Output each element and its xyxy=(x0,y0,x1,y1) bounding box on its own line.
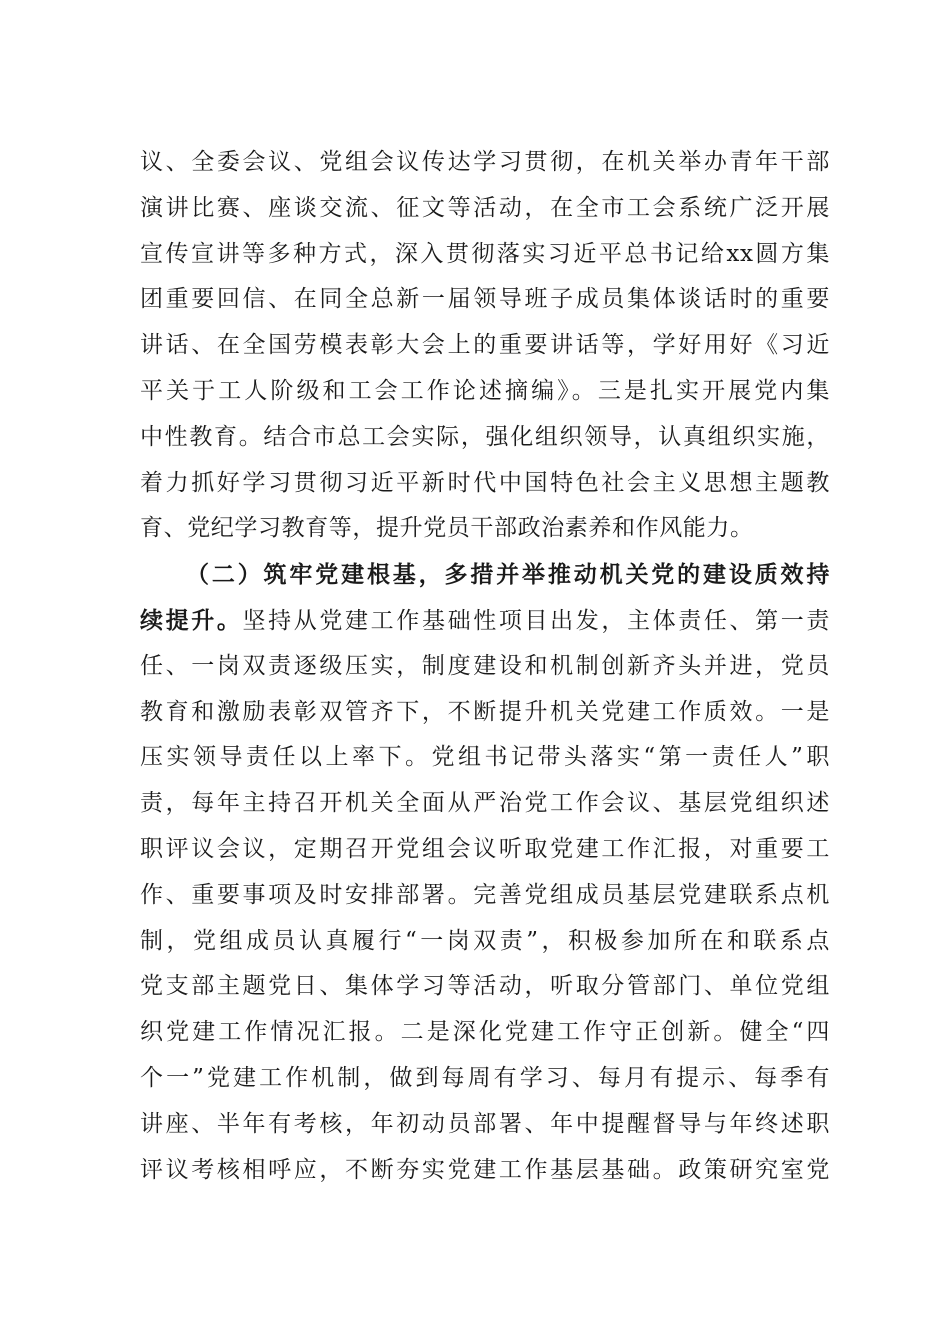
text-line: 平关于工人阶级和工会工作论述摘编》。三是扎实开展党内集 xyxy=(140,377,830,404)
section-heading-end: 续提升。 xyxy=(140,606,243,634)
text-line: 制，党组成员认真履行“一岗双责”，积极参加所在和联系点 xyxy=(140,927,830,954)
section-heading: （二）筑牢党建根基，多措并举推动机关党的建设质效持 xyxy=(186,561,830,589)
text-line xyxy=(140,598,830,644)
text-line: 作、重要事项及时安排部署。完善党组成员基层党建联系点机 xyxy=(140,881,830,908)
paragraph-1 xyxy=(140,140,830,552)
text-line: 讲话、在全国劳模表彰大会上的重要讲话等，学好用好《习近 xyxy=(140,332,830,359)
text-line: 中性教育。结合市总工会实际，强化组织领导，认真组织实施， xyxy=(140,423,830,450)
text-line: 教育和激励表彰双管齐下，不断提升机关党建工作质效。一是 xyxy=(140,698,830,725)
text-line: 压实领导责任以上率下。党组书记带头落实“第一责任人”职 xyxy=(140,744,830,771)
text-line: 讲座、半年有考核，年初动员部署、年中提醒督导与年终述职 xyxy=(140,1110,830,1137)
text-line: 织党建工作情况汇报。二是深化党建工作守正创新。健全“四 xyxy=(140,1019,830,1046)
text-line: 团重要回信、在同全总新一届领导班子成员集体谈话时的重要 xyxy=(140,286,830,313)
paragraph-2 xyxy=(140,552,830,1193)
text-line: 党支部主题党日、集体学习等活动，听取分管部门、单位党组 xyxy=(140,973,830,1000)
text-line: 责，每年主持召开机关全面从严治党工作会议、基层党组织述 xyxy=(140,790,830,817)
text-line: 演讲比赛、座谈交流、征文等活动，在全市工会系统广泛开展 xyxy=(140,194,830,221)
text-line-rest: 坚持从党建工作基础性项目出发，主体责任、第一责 xyxy=(242,607,830,634)
text-line: 评议考核相呼应，不断夯实党建工作基层基础。政策研究室党 xyxy=(140,1156,830,1183)
text-line: 个一”党建工作机制，做到每周有学习、每月有提示、每季有 xyxy=(140,1064,830,1091)
text-line: 议、全委会议、党组会议传达学习贯彻，在机关举办青年干部 xyxy=(140,149,830,175)
text-line: 着力抓好学习贯彻习近平新时代中国特色社会主义思想主题教 xyxy=(140,469,830,496)
text-line: 任、一岗双责逐级压实，制度建设和机制创新齐头并进，党员 xyxy=(140,652,830,679)
document-body xyxy=(140,140,830,1193)
text-line: 育、党纪学习教育等，提升党员干部政治素养和作风能力。 xyxy=(140,515,754,542)
text-line: 职评议会议，定期召开党组会议听取党建工作汇报，对重要工 xyxy=(140,835,830,862)
text-line: 宣传宣讲等多种方式，深入贯彻落实习近平总书记给xx圆方集 xyxy=(140,240,830,267)
